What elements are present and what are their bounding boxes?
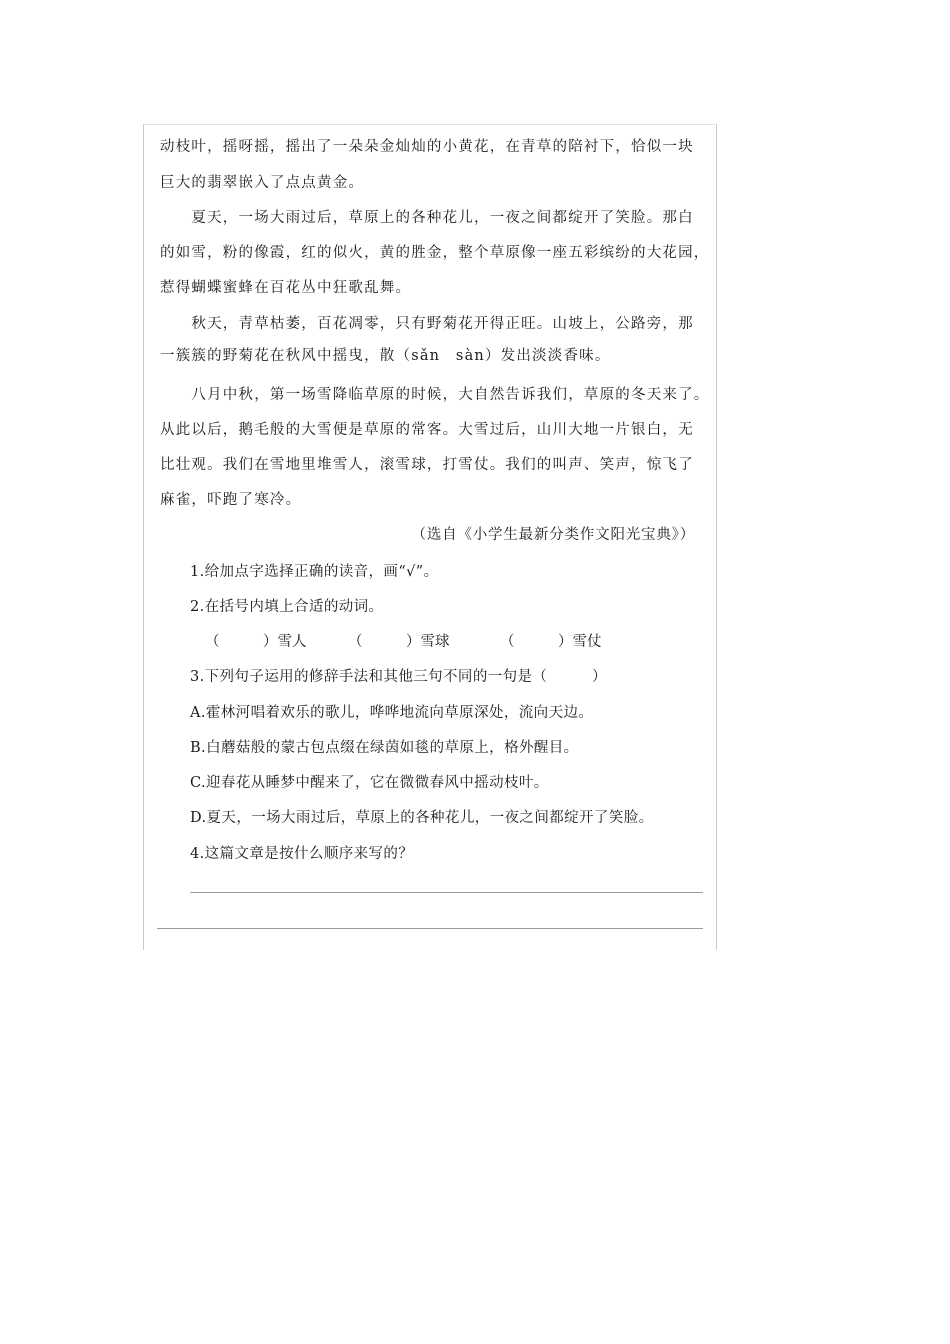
blank-snowball[interactable]: （ ）雪球 (348, 634, 450, 650)
passage-line: 八月中秋，第一场雪降临草原的时候，大自然告诉我们，草原的冬天来了。 (160, 387, 710, 403)
answer-line[interactable] (157, 928, 703, 929)
passage-line: 一簇簇的野菊花在秋风中摇曳，散（sǎn sàn）发出淡淡香味。 (160, 348, 611, 364)
passage-line: 巨大的翡翠嵌入了点点黄金。 (160, 175, 365, 191)
passage-line: 秋天，青草枯萎，百花凋零，只有野菊花开得正旺。山坡上，公路旁，那 (160, 316, 694, 332)
passage-line: 惹得蝴蝶蜜蜂在百花丛中狂歌乱舞。 (160, 280, 412, 296)
question-2: 2.在括号内填上合适的动词。 (190, 599, 384, 615)
passage-line: 比壮观。我们在雪地里堆雪人，滚雪球，打雪仗。我们的叫声、笑声，惊飞了 (160, 457, 694, 473)
passage-line: 动枝叶，摇呀摇，摇出了一朵朵金灿灿的小黄花，在青草的陪衬下，恰似一块 (160, 139, 694, 155)
question-1: 1.给加点字选择正确的读音，画“√”。 (190, 564, 439, 580)
passage-line: 夏天，一场大雨过后，草原上的各种花儿，一夜之间都绽开了笑脸。那白 (160, 210, 694, 226)
passage-line: 从此以后，鹅毛般的大雪便是草原的常客。大雪过后，山川大地一片银白，无 (160, 422, 694, 438)
source-citation: （选自《小学生最新分类作文阳光宝典》） (411, 527, 695, 543)
question-3: 3.下列句子运用的修辞手法和其他三句不同的一句是（ ） (190, 669, 607, 685)
blank-snowman[interactable]: （ ）雪人 (205, 634, 307, 650)
option-a[interactable]: A.霍林河唱着欢乐的歌儿，哗哗地流向草原深处，流向天边。 (190, 705, 594, 721)
passage-line: 麻雀，吓跑了寒冷。 (160, 492, 302, 508)
question-4: 4.这篇文章是按什么顺序来写的？ (190, 846, 414, 862)
passage-line: 的如雪，粉的像霞，红的似火，黄的胜金，整个草原像一座五彩缤纷的大花园， (160, 245, 710, 261)
option-b[interactable]: B.白蘑菇般的蒙古包点缀在绿茵如毯的草原上，格外醒目。 (190, 740, 579, 756)
option-d[interactable]: D.夏天，一场大雨过后，草原上的各种花儿，一夜之间都绽开了笑脸。 (190, 810, 654, 826)
option-c[interactable]: C.迎春花从睡梦中醒来了，它在微微春风中摇动枝叶。 (190, 775, 549, 791)
blank-snowfight[interactable]: （ ）雪仗 (500, 634, 602, 650)
answer-line[interactable] (190, 892, 703, 893)
